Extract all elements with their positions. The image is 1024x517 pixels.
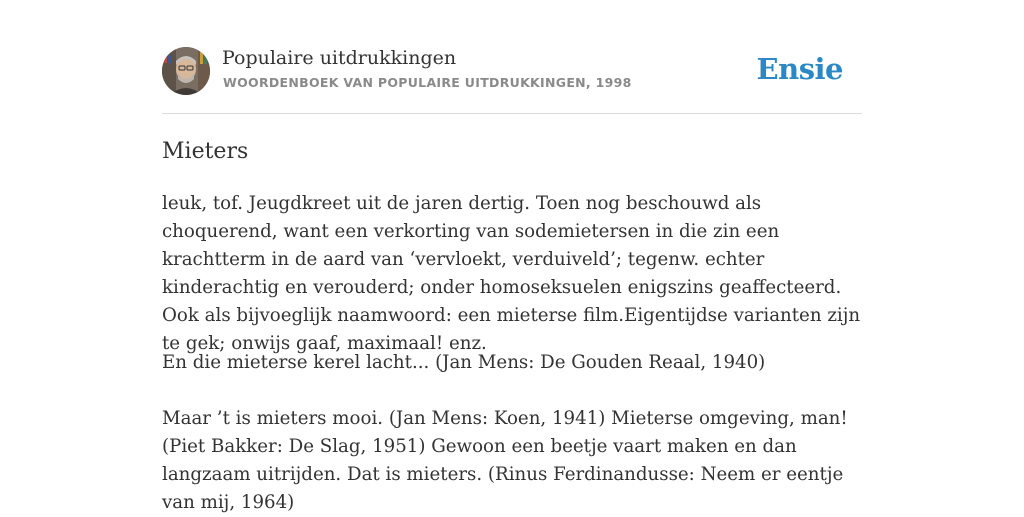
entry-definition: leuk, tof. Jeugdkreet uit de jaren dertig. Toen nog beschouwd als choquerend, want een verkorting van sodemietersen in die zin een krachtterm in de aard van ‘vervloekt, verduiveld’; tegenw. echter kinderachtig en verouderd; onder homoseksuelen enigszins geaffecteerd. Ook als bijvoeglijk naamwoord: een mieterse film.Eigentijdse varianten zijn te gek; onwijs gaaf, maximaal! enz. bbox=[162, 193, 861, 354]
entry-term: Mieters bbox=[162, 139, 249, 164]
ensie-logo[interactable]: Ensie bbox=[756, 52, 843, 86]
source-title[interactable]: Populaire uitdrukkingen bbox=[222, 47, 457, 69]
source-subtitle: WOORDENBOEK VAN POPULAIRE UITDRUKKINGEN, 1998 bbox=[223, 75, 632, 90]
entry-quote: En die mieterse kerel lacht... (Jan Mens: De Gouden Reaal, 1940) bbox=[162, 352, 766, 373]
author-avatar[interactable] bbox=[162, 47, 210, 95]
entry-quote: Maar ’t is mieters mooi. (Jan Mens: Koen, 1941) Mieterse omgeving, man! (Piet Bakker: De Slag, 1951) Gewoon een beetje vaart maken en dan langzaam uitrijden. Dat is mieters. (Rinus Ferdinandusse: Neem er eentje van mij, 1964) bbox=[162, 408, 848, 513]
source-header bbox=[162, 0, 862, 114]
entry-card bbox=[162, 0, 862, 513]
